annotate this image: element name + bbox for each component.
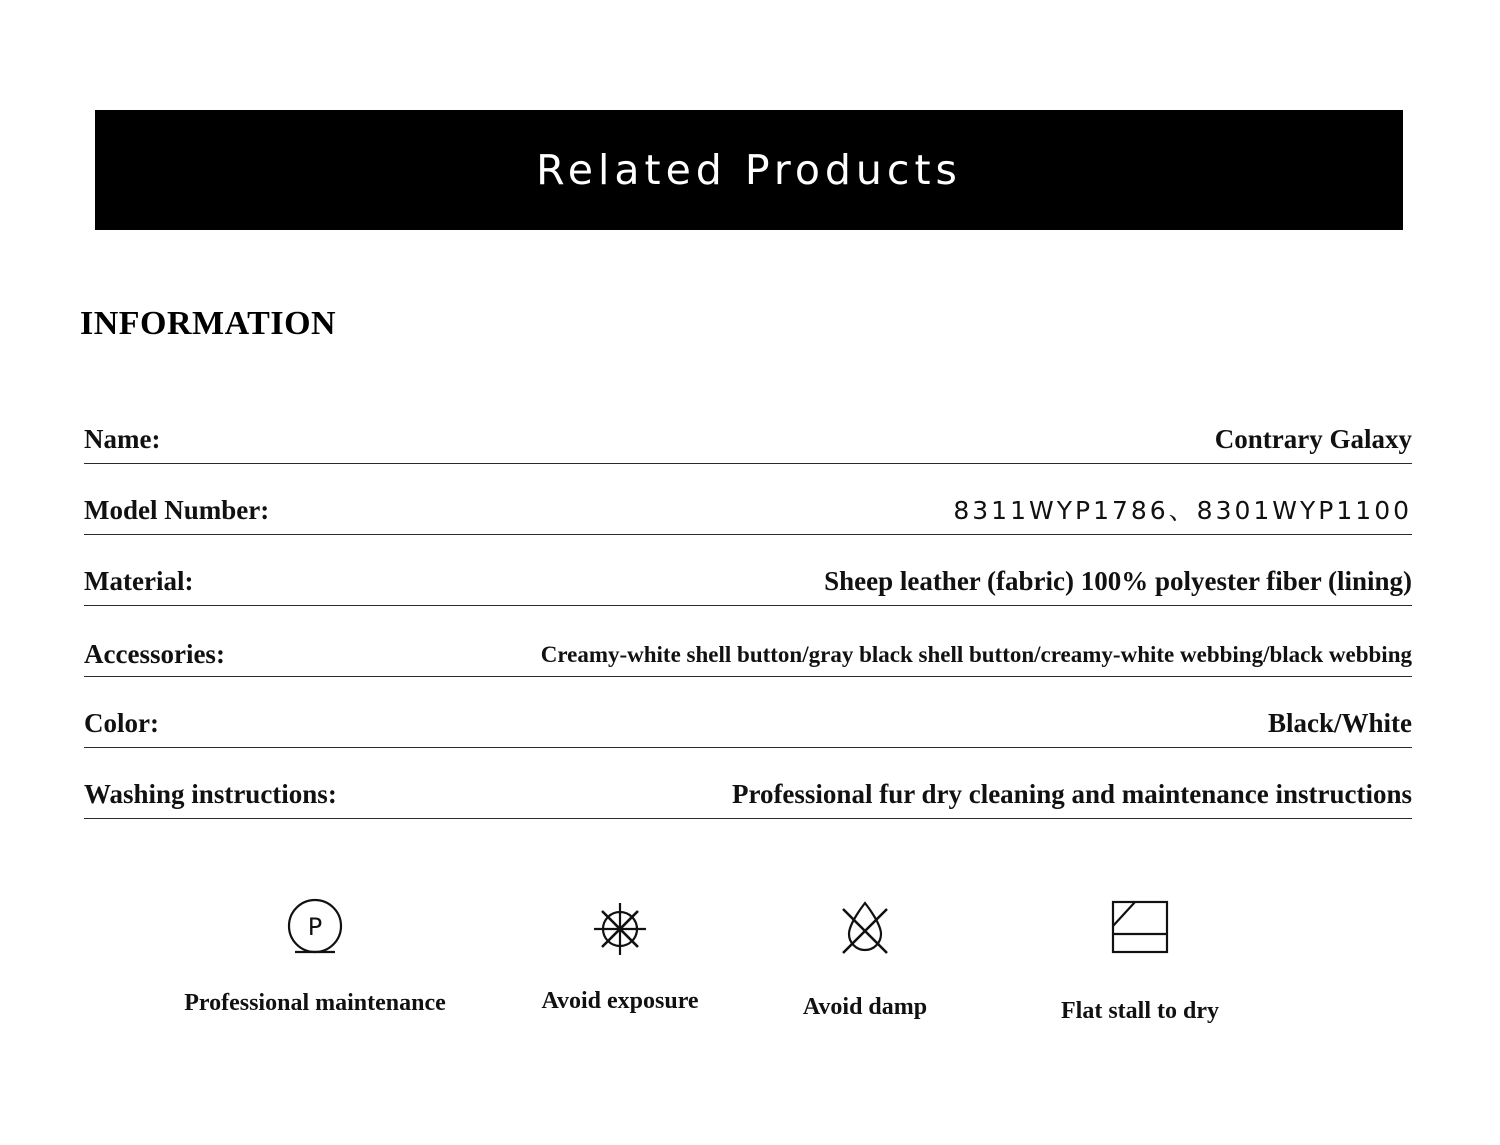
flat-stall-to-dry-icon [1105,890,1175,968]
spec-label: Accessories: [84,639,225,670]
specification-table [84,415,1412,841]
svg-text:P: P [307,913,323,941]
care-symbols-row [120,890,1410,1025]
spec-value: Creamy-white shell button/gray black shell button/creamy-white webbing/black webbing [540,642,1412,668]
avoid-damp-icon [827,890,903,968]
care-label: Flat stall to dry [1061,998,1219,1024]
table-row [84,699,1412,748]
avoid-exposure-icon [582,890,658,968]
spec-value: 8311WYP1786、8301WYP1100 [953,496,1412,526]
spec-value: Professional fur dry cleaning and maintenance instructions [731,778,1412,809]
spec-label: Name: [84,424,161,455]
table-row [84,770,1412,819]
care-label: Professional maintenance [184,990,446,1016]
table-row [84,557,1412,606]
related-products-banner [95,110,1403,230]
spec-label: Model Number: [84,495,270,526]
table-row [84,628,1412,677]
care-label: Avoid damp [802,994,928,1020]
spec-value: Contrary Galaxy [1214,423,1412,454]
professional-maintenance-icon [282,890,348,968]
spec-label: Color: [84,708,159,739]
spec-label: Washing instructions: [84,779,337,810]
care-label: Avoid exposure [541,988,699,1014]
spec-label: Material: [84,566,194,597]
information-heading: INFORMATION [80,305,337,342]
care-item-avoid-damp [730,890,1000,1025]
spec-value: Sheep leather (fabric) 100% polyester fiber (lining) [824,565,1412,596]
banner-title: Related Products [536,146,962,194]
care-item-professional-maintenance [120,890,510,1025]
spec-value: Black/White [1267,707,1412,738]
care-item-avoid-exposure [510,890,730,1025]
table-row [84,486,1412,535]
care-item-flat-stall-to-dry [1000,890,1280,1025]
table-row [84,415,1412,464]
